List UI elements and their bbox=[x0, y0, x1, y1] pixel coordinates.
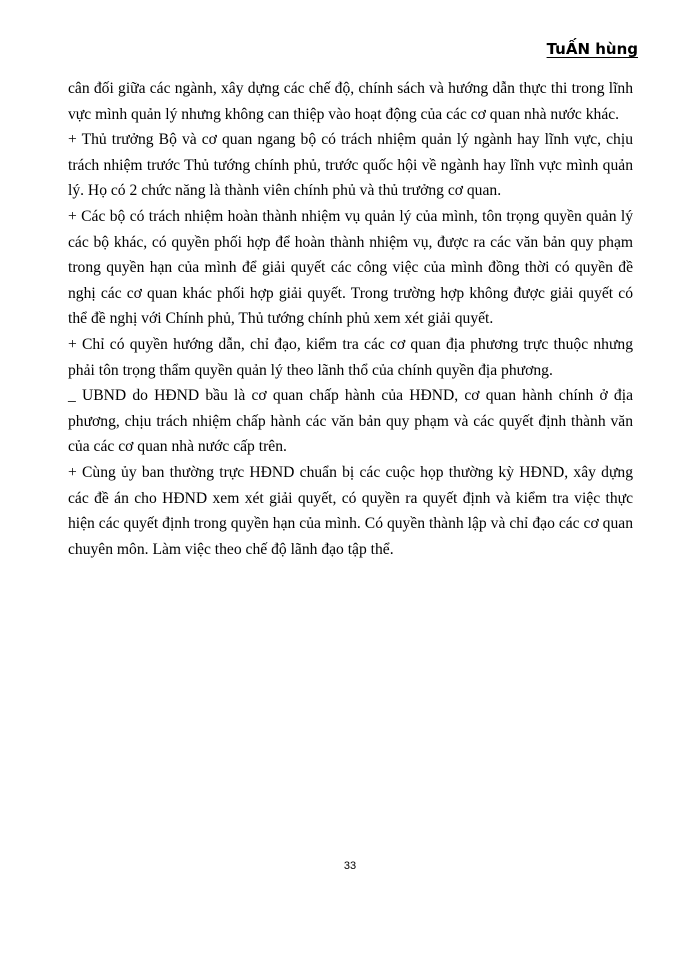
document-body bbox=[68, 76, 633, 562]
paragraph-3: + Các bộ có trách nhiệm hoàn thành nhiệm vụ quản lý của mình, tôn trọng quyền quản lý các bộ khác, có quyền phối hợp để hoàn thành nhiệm vụ, được ra các văn bản quy phạm trong quyền hạn của mình để giải quyết các công việc của mình đồng thời có quyền đề nghị các cơ quan khác phối hợp giải quyết. Trong trường hợp không được giải quyết có thể đề nghị với Chính phủ, Thủ tướng chính phủ xem xét giải quyết. bbox=[68, 207, 633, 328]
paragraph-4: + Chỉ có quyền hướng dẫn, chỉ đạo, kiểm tra các cơ quan địa phương trực thuộc nhưng phải tôn trọng thẩm quyền quản lý theo lãnh thổ của chính quyền địa phương. bbox=[68, 335, 633, 379]
paragraph-1: cân đối giữa các ngành, xây dựng các chế độ, chính sách và hướng dẫn thực thi trong lĩnh vực mình quản lý nhưng không can thiệp vào hoạt động của các cơ quan nhà nước khác. bbox=[68, 80, 633, 123]
page-header-title: TuẤN hùng bbox=[546, 40, 638, 58]
page-number: 33 bbox=[343, 860, 357, 872]
paragraph-2: + Thủ trưởng Bộ và cơ quan ngang bộ có trách nhiệm quản lý ngành hay lĩnh vực, chịu trách nhiệm trước Thủ tướng chính phủ, trước quốc hội về ngành hay lĩnh vực mình quản lý. Họ có 2 chức năng là thành viên chính phủ và thủ trưởng cơ quan. bbox=[68, 131, 633, 200]
paragraph-5: _ UBND do HĐND bầu là cơ quan chấp hành của HĐND, cơ quan hành chính ở địa phương, chịu trách nhiệm chấp hành các văn bản quy phạm và các quyết định thành văn của các cơ quan nhà nước cấp trên. bbox=[68, 387, 633, 456]
paragraph-6: + Cùng ủy ban thường trực HĐND chuẩn bị các cuộc họp thường kỳ HĐND, xây dựng các đề án cho HĐND xem xét giải quyết, có quyền ra quyết định và kiểm tra việc thực hiện các quyết định trong quyền hạn của mình. Có quyền thành lập và chỉ đạo các cơ quan chuyên môn. Làm việc theo chế độ lãnh đạo tập thể. bbox=[68, 463, 633, 558]
